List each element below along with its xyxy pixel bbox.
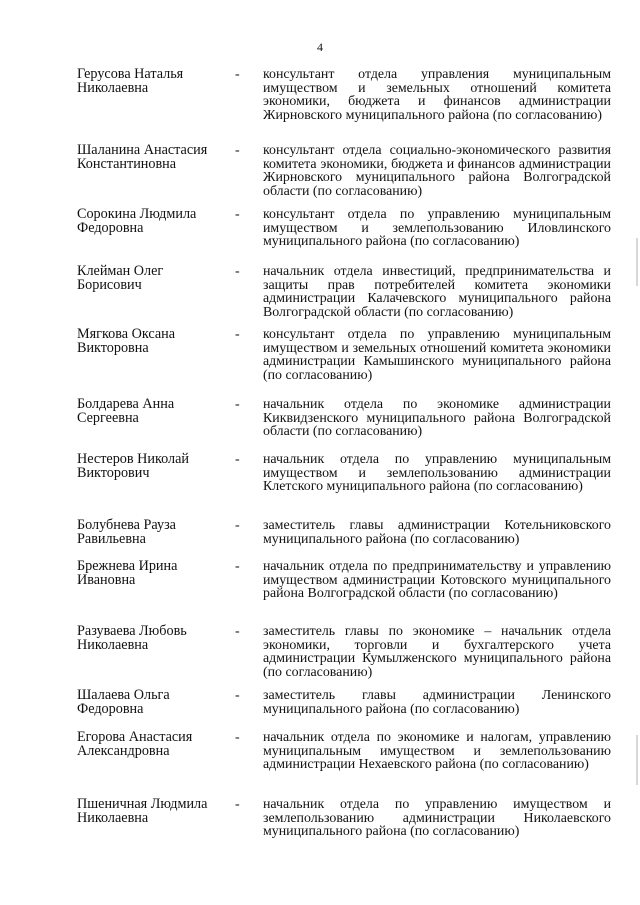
member-name: Егорова Анастасия Александровна: [77, 729, 193, 759]
member-role: заместитель главы администрации Котельниковского муниципального района (по согласованию): [263, 518, 611, 547]
member-role: заместитель главы администрации Ленинского муниципального района (по согласованию): [263, 688, 611, 717]
member-name: Сорокина Людмила Федоровна: [77, 206, 197, 236]
member-role: консультант отдела управления муниципальным имуществом и земельных отношений комитета экономики, бюджета и финансов администрации Жирновского муниципального района (по согласованию): [263, 67, 611, 123]
dash-separator: -: [235, 624, 240, 639]
member-role: консультант отдела по управлению муниципальным имуществом и земельных отношений комитета экономики администрации Камышинского муниципального района (по согласованию): [263, 327, 611, 383]
member-name: Нестеров Николай Викторович: [77, 451, 190, 481]
member-role: заместитель главы по экономике – начальник отдела экономики, торговли и бухгалтерского учета администрации Кумылженского муниципального района (по согласованию): [263, 624, 611, 680]
page-number: 4: [317, 40, 323, 54]
member-name: Разуваева Любовь Николаевна: [77, 623, 187, 653]
member-role: начальник отдела по управлению муниципальным имуществом и землепользованию администрации Клетского муниципального района (по согласованию): [263, 452, 611, 495]
member-role: консультант отдела социально-экономического развития комитета экономики, бюджета и финансов администрации Жирновского муниципального района Волгоградской области (по согласованию): [263, 143, 611, 199]
dash-separator: -: [235, 207, 240, 222]
dash-separator: -: [235, 797, 240, 812]
member-name: Шалаева Ольга Федоровна: [77, 687, 170, 717]
member-role: начальник отдела по управлению имуществом и землепользованию администрации Николаевского муниципального района (по согласованию): [263, 797, 611, 840]
member-role: начальник отдела по экономике и налогам, управлению муниципальным имуществом и землепользованию администрации Нехаевского района (по согласованию): [263, 730, 611, 773]
dash-separator: -: [235, 730, 240, 745]
member-role: начальник отдела по экономике администрации Киквидзенского муниципального района Волгоградской области (по согласованию): [263, 397, 611, 440]
member-role: начальник отдела по предпринимательству и управлению имуществом администрации Котовского муниципального района Волгоградской области (по согласованию): [263, 559, 611, 602]
member-name: Мягкова Оксана Викторовна: [77, 326, 176, 356]
dash-separator: -: [235, 559, 240, 574]
member-name: Болубнева Рауза Равильевна: [77, 517, 176, 547]
member-name: Пшеничная Людмила Николаевна: [77, 796, 208, 826]
member-name: Шаланина Анастасия Константиновна: [77, 142, 208, 172]
member-name: Клейман Олег Борисович: [77, 263, 164, 293]
dash-separator: -: [235, 688, 240, 703]
scan-edge-mark: [636, 735, 638, 785]
scan-edge-mark: [636, 238, 638, 286]
dash-separator: -: [235, 518, 240, 533]
dash-separator: -: [235, 143, 240, 158]
dash-separator: -: [235, 327, 240, 342]
member-name: Герусова Наталья Николаевна: [77, 66, 184, 96]
member-name: Болдарева Анна Сергеевна: [77, 396, 175, 426]
member-name: Брежнева Ирина Ивановна: [77, 558, 178, 588]
dash-separator: -: [235, 397, 240, 412]
dash-separator: -: [235, 452, 240, 467]
dash-separator: -: [235, 264, 240, 279]
member-role: консультант отдела по управлению муниципальным имуществом и землепользованию Иловлинского муниципального района (по согласованию): [263, 207, 611, 250]
dash-separator: -: [235, 67, 240, 82]
member-role: начальник отдела инвестиций, предпринимательства и защиты прав потребителей комитета экономики администрации Калачевского муниципального района Волгоградской области (по согласованию): [263, 264, 611, 320]
